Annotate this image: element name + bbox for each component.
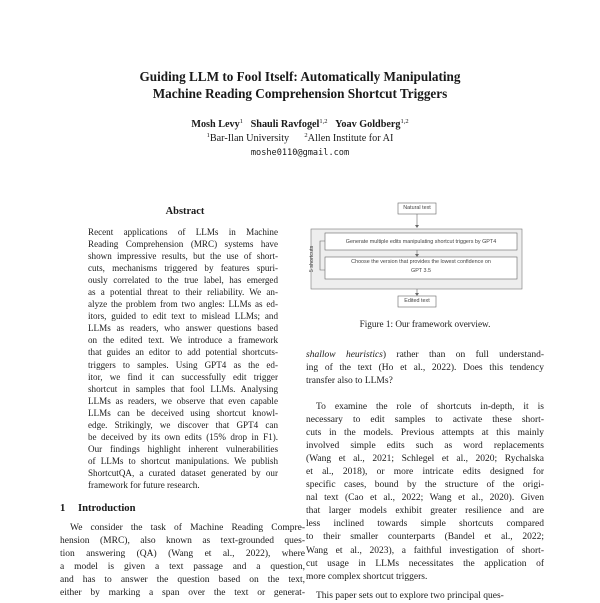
text-line: tion answering (QA) (Wang et al., 2022), where: [60, 549, 305, 560]
natural-text-label: Natural text: [403, 205, 431, 211]
abstract-line: be deceived by its own edits (15% drop in F1).: [88, 431, 278, 442]
text-line: (Wang et al., 2021; Schlegel et al., 2020; Rychalska: [306, 454, 544, 465]
text-line: to their smaller counterparts (Bandel et al., 2022;: [306, 532, 544, 543]
abstract-line: on the edited text. We introduce a framework: [88, 335, 278, 346]
arrow-head: [415, 225, 419, 228]
author-3-name: Yoav Goldberg: [335, 119, 401, 130]
text-line: and has to answer the question based on the text,: [60, 575, 305, 586]
abstract-line: as a potential threat to their reliability. We an-: [88, 287, 278, 298]
abstract-line: edge. Strikingly, we discover that GPT4 can: [88, 419, 278, 430]
text-line: transfer also to LLMs?: [306, 376, 393, 387]
author-1-name: Mosh Levy: [191, 119, 240, 130]
text-line: necessary to edit samples to activate these short-: [306, 415, 544, 426]
affil-1-mark: 1: [206, 132, 210, 139]
generate-edits-label: Generate multiple edits manipulating shortcut triggers by GPT4: [345, 239, 497, 245]
abstract-heading: Abstract: [165, 206, 205, 217]
author-names: [60, 118, 540, 132]
text-line: that larger models exhibit greater resilience and are: [306, 506, 544, 517]
author-email: moshe0110@gmail.com: [250, 148, 350, 158]
text-line: Wang et al., 2023), a faithful investigation of short-: [306, 545, 544, 556]
author-2-name: Shauli Ravfogel: [250, 119, 320, 130]
right-paragraph-1: [306, 349, 544, 388]
title-line-2: Machine Reading Comprehension Shortcut Triggers: [152, 86, 448, 101]
right-paragraph-2: [306, 401, 544, 584]
abstract-line: framework for future research.: [88, 479, 200, 490]
arrow-head: [415, 293, 419, 296]
text-line: less inclined towards simple shortcuts compared: [306, 519, 544, 530]
text-line: either by marking a span over the text or generat-: [60, 588, 305, 599]
abstract-line: cuts, mechanisms triggered by features spuri-: [88, 263, 278, 274]
abstract-line: LLMs as readers, who answer questions based: [88, 323, 278, 334]
figure-caption: Figure 1: Our framework overview.: [359, 319, 491, 329]
text-line: hension (MRC), also known as text-grounded ques-: [60, 536, 305, 547]
affil-2-mark: 2: [304, 132, 308, 139]
abstract-line: alyze the problem from two angles: LLMs as ed-: [88, 299, 278, 310]
abstract-line: shown impressive results, but the use of short-: [88, 251, 278, 262]
affil-1: Bar-Ilan University: [209, 133, 290, 144]
text-fragment: ) rather than on full understand-: [382, 350, 544, 360]
text-line: cut usage in LLMs necessitates the application of: [306, 558, 544, 569]
abstract-line: of LLMs to shortcut manipulations. We publish: [88, 455, 278, 466]
abstract-line: itor, we find it can successfully edit trigger: [88, 371, 278, 382]
abstract-line: ShortcutQA, a curated dataset generated by our: [88, 467, 278, 478]
text-line: This paper sets out to explore two principal ques-: [316, 591, 504, 601]
text-line: a model is given a text passage and a question,: [60, 562, 305, 573]
abstract-line: Our findings highlight inherent vulnerabilities: [88, 443, 278, 454]
abstract-line: that guides an editor to add potential shortcuts-: [88, 347, 278, 358]
shallow-heuristics-italic: shallow heuristics: [306, 350, 383, 360]
intro-paragraph: [60, 522, 305, 600]
text-line: To examine the role of shortcuts in-depth, it is: [316, 402, 544, 412]
text-line: specific cases, bound by the structure of the origi-: [306, 480, 544, 491]
text-line: nal text (Cao et al., 2022; Wang et al., 2020). Given: [306, 493, 544, 504]
abstract-line: shortcut in samples that fool LLMs. Analysing: [88, 383, 278, 394]
abstract-line: LLMs can be deceived using shortcut knowl-: [88, 407, 278, 418]
section-title: Introduction: [78, 503, 136, 514]
abstract-line: Reading Comprehension (MRC) systems have: [88, 239, 278, 250]
text-line: involved simple edits such as word replacements: [306, 441, 544, 452]
affil-2: Allen Institute for AI: [307, 133, 394, 144]
text-line: ing of the text (Ho et al., 2022). Does this tendency: [306, 363, 544, 374]
abstract-line: ously correlated to the true label, has emerged: [88, 275, 278, 286]
abstract-body: [88, 226, 278, 491]
title-line-1: Guiding LLM to Fool Itself: Automatically Manipulating: [139, 69, 461, 84]
abstract-line: triggers to samples. Using GPT4 as the ed-: [88, 359, 278, 370]
abstract-line: Recent applications of LLMs in Machine: [88, 227, 278, 237]
text-line: et al., 2018), or more intricate edits designed for: [306, 467, 544, 478]
abstract-line: LLMs as readers, we observe that even capable: [88, 395, 278, 406]
choose-version-label-2: GPT 3.5: [411, 268, 431, 274]
intro-heading: [60, 503, 136, 514]
text-line: We consider the task of Machine Reading Compre-: [70, 523, 305, 533]
author-1-affil: 1: [239, 118, 243, 125]
framework-figure: [306, 200, 542, 308]
author-block: [60, 118, 540, 160]
section-number: 1: [60, 503, 66, 514]
author-3-affil: 1,2: [400, 118, 409, 125]
text-line: more complex shortcut triggers.: [306, 571, 428, 582]
text-line: cuts in the models. Previous attempts at this mainly: [306, 428, 544, 439]
right-paragraph-3: [306, 590, 544, 603]
shortcuts-side-label: 5 shortcuts: [309, 245, 315, 273]
paper-title: [60, 68, 540, 102]
author-2-affil: 1,2: [319, 118, 328, 125]
affiliations: [60, 132, 540, 146]
text-line: [306, 349, 544, 362]
edited-text-label: Edited text: [404, 298, 430, 304]
framework-diagram: [306, 200, 542, 308]
choose-version-label-1: Choose the version that provides the lowest confidence on: [351, 259, 491, 265]
abstract-line: itors, guided to edit text to mislead LLMs; and: [88, 311, 278, 322]
